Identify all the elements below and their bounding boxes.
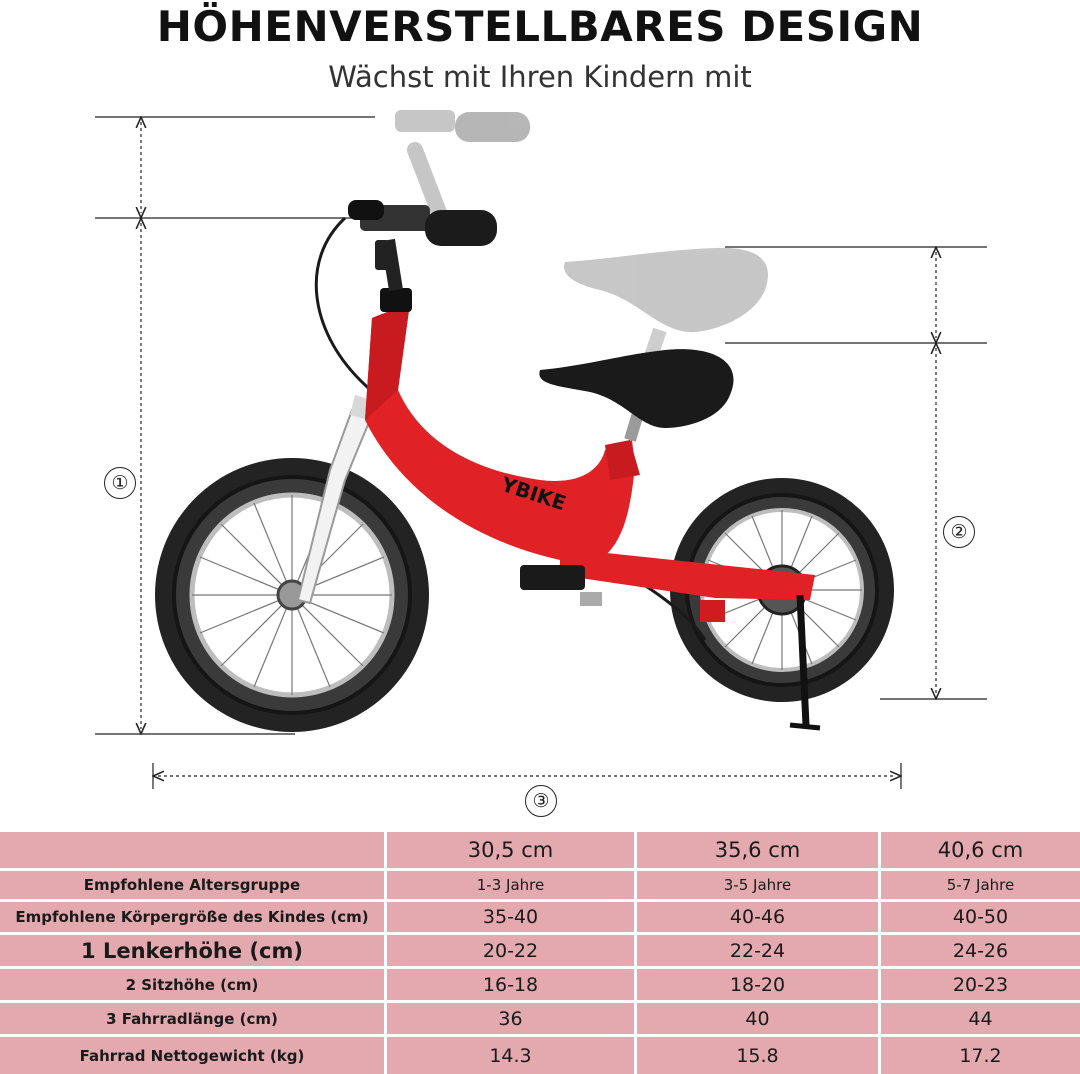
row-value: 22-24 xyxy=(637,935,878,966)
spec-table xyxy=(0,829,1080,1074)
table-row xyxy=(0,935,1080,966)
marker-2: ② xyxy=(943,516,975,548)
marker-1: ① xyxy=(104,467,136,499)
table-header-row xyxy=(0,832,1080,868)
brand-logo: YBIKE xyxy=(498,471,569,516)
row-value: 20-22 xyxy=(387,935,634,966)
page-title: HÖHENVERSTELLBARES DESIGN xyxy=(156,2,924,51)
front-wheel xyxy=(155,458,429,732)
row-label: Empfohlene Altersgruppe xyxy=(0,871,384,899)
row-value: 18-20 xyxy=(637,969,878,1000)
row-value: 35-40 xyxy=(387,902,634,932)
table-row xyxy=(0,871,1080,899)
table-row xyxy=(0,902,1080,932)
row-value: 16-18 xyxy=(387,969,634,1000)
row-label: Empfohlene Körpergröße des Kindes (cm) xyxy=(0,902,384,932)
table-row xyxy=(0,969,1080,1000)
row-value: 14.3 xyxy=(387,1037,634,1074)
row-value: 40-46 xyxy=(637,902,878,932)
row-value: 20-23 xyxy=(881,969,1080,1000)
seat-assembly xyxy=(539,349,733,440)
row-label: 3 Fahrradlänge (cm) xyxy=(0,1003,384,1034)
header-cell-empty xyxy=(0,832,384,868)
table-row xyxy=(0,1003,1080,1034)
header-cell-35-6: 35,6 cm xyxy=(637,832,878,868)
row-label: 2 Sitzhöhe (cm) xyxy=(0,969,384,1000)
header-cell-40-6: 40,6 cm xyxy=(881,832,1080,868)
row-value: 5-7 Jahre xyxy=(881,871,1080,899)
row-value: 15.8 xyxy=(637,1037,878,1074)
row-value: 24-26 xyxy=(881,935,1080,966)
row-value: 17.2 xyxy=(881,1037,1080,1074)
page-subtitle: Wächst mit Ihren Kindern mit xyxy=(328,60,752,94)
row-value: 40-50 xyxy=(881,902,1080,932)
row-label: 1 Lenkerhöhe (cm) xyxy=(0,935,384,966)
row-label: Fahrrad Nettogewicht (kg) xyxy=(0,1037,384,1074)
row-value: 40 xyxy=(637,1003,878,1034)
handlebar-assembly xyxy=(348,200,497,312)
row-value: 3-5 Jahre xyxy=(637,871,878,899)
row-value: 1-3 Jahre xyxy=(387,871,634,899)
table-row xyxy=(0,1037,1080,1074)
marker-3: ③ xyxy=(525,785,557,817)
row-value: 44 xyxy=(881,1003,1080,1034)
header-cell-30-5: 30,5 cm xyxy=(387,832,634,868)
row-value: 36 xyxy=(387,1003,634,1034)
